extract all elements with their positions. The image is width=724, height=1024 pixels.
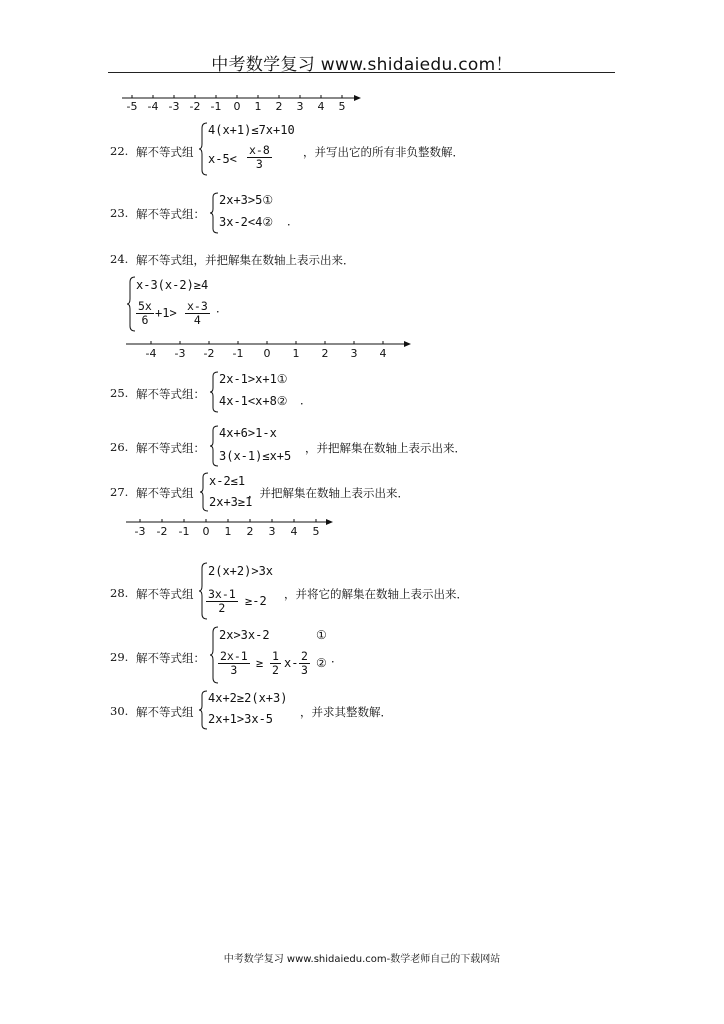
number-line-tick-label: 1 bbox=[224, 525, 232, 538]
number-line-tick-label: 2 bbox=[321, 347, 329, 360]
problem-25-end: ． bbox=[300, 393, 312, 407]
problem-28-label: 解不等式组 bbox=[136, 587, 194, 601]
number-line-tick-label: -4 bbox=[145, 347, 157, 360]
number-line-tick-label: -2 bbox=[156, 525, 168, 538]
problem-30-line-2: 2x+1>3x-5 bbox=[208, 712, 274, 726]
problem-27-instruction: ，并把解集在数轴上表示出来． bbox=[248, 486, 409, 500]
problem-29-mark-1: ① bbox=[316, 628, 327, 642]
problem-30-label: 解不等式组 bbox=[136, 705, 194, 719]
problem-26-label: 解不等式组： bbox=[136, 441, 205, 455]
problem-24-label: 解不等式组，并把解集在数轴上表示出来． bbox=[136, 253, 355, 267]
fraction-denominator: 3 bbox=[301, 663, 308, 677]
number-line-tick-label: 5 bbox=[338, 100, 346, 113]
problem-29-end: ． bbox=[331, 651, 343, 665]
problem-29-mark-2: ② bbox=[316, 656, 327, 670]
number-line-tick-label: -3 bbox=[174, 347, 186, 360]
problem-29-fraction-3 bbox=[299, 650, 310, 677]
number-line-tick-label: -1 bbox=[210, 100, 222, 113]
problem-27-label: 解不等式组 bbox=[136, 486, 194, 500]
number-line-tick-label: 5 bbox=[312, 525, 320, 538]
problem-25-number: 25. bbox=[110, 386, 129, 400]
problem-22-instruction: ，并写出它的所有非负整数解． bbox=[303, 145, 464, 159]
number-line-tick-label: 3 bbox=[268, 525, 276, 538]
number-line-tick-label: 2 bbox=[275, 100, 283, 113]
fraction-denominator: 2 bbox=[218, 601, 226, 615]
fraction-numerator: 2 bbox=[301, 649, 308, 663]
number-line-tick-label: 2 bbox=[246, 525, 254, 538]
problem-28-line-2-rhs: ≥-2 bbox=[245, 594, 267, 608]
number-line-tick-label: -2 bbox=[203, 347, 215, 360]
number-line-tick-label: 4 bbox=[379, 347, 387, 360]
problem-23-line-2: 3x-2<4② bbox=[219, 215, 274, 229]
fraction-numerator: 2x-1 bbox=[220, 649, 248, 663]
problem-28-number: 28. bbox=[110, 586, 129, 600]
problem-30-instruction: ，并求其整数解． bbox=[300, 705, 392, 719]
problem-22-number: 22. bbox=[110, 144, 129, 158]
fraction-numerator: 1 bbox=[272, 649, 279, 663]
problem-24-line-2-mid: +1> bbox=[155, 306, 177, 320]
number-line-tick-label: 0 bbox=[233, 100, 241, 113]
problem-23-label: 解不等式组： bbox=[136, 207, 205, 221]
number-line-tick-label: -4 bbox=[147, 100, 159, 113]
problem-26-instruction: ，并把解集在数轴上表示出来． bbox=[305, 441, 466, 455]
problem-26-number: 26. bbox=[110, 440, 129, 454]
number-line-27 bbox=[122, 516, 342, 540]
problem-23-line-1: 2x+3>5① bbox=[219, 193, 274, 207]
number-line-tick-label: 1 bbox=[292, 347, 300, 360]
problem-27-number: 27. bbox=[110, 485, 129, 499]
problem-24-end: ． bbox=[216, 301, 228, 315]
problem-29-line-1: 2x>3x-2 bbox=[219, 628, 270, 642]
number-line-tick-label: 4 bbox=[317, 100, 325, 113]
problem-29-label: 解不等式组： bbox=[136, 651, 205, 665]
problem-28-instruction: ，并将它的解集在数轴上表示出来． bbox=[284, 587, 468, 601]
number-line-tick-label: 0 bbox=[263, 347, 271, 360]
problem-25-label: 解不等式组： bbox=[136, 387, 205, 401]
number-line-tick-label: -3 bbox=[168, 100, 180, 113]
page-footer: 中考数学复习 www.shidaiedu.com-数学老师自己的下载网站 bbox=[223, 954, 501, 965]
number-line-tick-label: 0 bbox=[202, 525, 210, 538]
fraction-denominator: 3 bbox=[255, 157, 263, 171]
fraction-denominator: 2 bbox=[272, 663, 279, 677]
problem-29-geq: ≥ bbox=[256, 656, 264, 670]
problem-29-fraction-2 bbox=[270, 650, 281, 677]
number-line-tick-label: -3 bbox=[134, 525, 146, 538]
problem-29-x-minus: x- bbox=[284, 656, 299, 670]
problem-22-label: 解不等式组 bbox=[136, 145, 194, 159]
number-line-tick-label: 3 bbox=[350, 347, 358, 360]
problem-25-line-2: 4x-1<x+8② bbox=[219, 394, 288, 408]
problem-24-fraction-1 bbox=[136, 300, 154, 327]
page-header: 中考数学复习 www.shidaiedu.com！ bbox=[211, 55, 513, 75]
problem-22-fraction bbox=[247, 144, 272, 171]
problem-24-fraction-2 bbox=[185, 300, 210, 327]
problem-22-line-2-lhs: x-5< bbox=[208, 152, 237, 166]
problem-28-fraction bbox=[206, 588, 238, 615]
problem-25-line-1: 2x-1>x+1① bbox=[219, 372, 288, 386]
problem-29-number: 29. bbox=[110, 650, 129, 664]
problem-26-line-1: 4x+6>1-x bbox=[219, 426, 277, 440]
number-line-top bbox=[118, 93, 368, 115]
number-line-tick-label: -1 bbox=[178, 525, 190, 538]
problem-22-line-1: 4(x+1)≤7x+10 bbox=[208, 123, 295, 137]
fraction-denominator: 6 bbox=[141, 313, 149, 327]
fraction-numerator: 3x-1 bbox=[208, 587, 236, 601]
number-line-tick-label: 3 bbox=[296, 100, 304, 113]
problem-30-number: 30. bbox=[110, 704, 129, 718]
number-line-tick-label: -1 bbox=[232, 347, 244, 360]
problem-23-number: 23. bbox=[110, 206, 129, 220]
problem-27-line-1: x-2≤1 bbox=[209, 474, 246, 488]
number-line-tick-label: -2 bbox=[189, 100, 201, 113]
problem-24-number: 24. bbox=[110, 252, 129, 266]
fraction-denominator: 3 bbox=[230, 663, 238, 677]
fraction-numerator: x-3 bbox=[187, 299, 208, 313]
fraction-denominator: 4 bbox=[193, 313, 201, 327]
problem-24-line-1: x-3(x-2)≥4 bbox=[136, 278, 209, 292]
problem-26-line-2: 3(x-1)≤x+5 bbox=[219, 449, 292, 463]
fraction-numerator: 5x bbox=[138, 299, 152, 313]
problem-28-line-1: 2(x+2)>3x bbox=[208, 564, 274, 578]
number-line-tick-label: 1 bbox=[254, 100, 262, 113]
number-line-tick-label: -5 bbox=[126, 100, 138, 113]
header-rule bbox=[108, 72, 615, 73]
number-line-tick-label: 4 bbox=[290, 525, 298, 538]
fraction-numerator: x-8 bbox=[249, 143, 270, 157]
problem-23-end: ． bbox=[287, 214, 299, 228]
problem-29-fraction-1 bbox=[218, 650, 250, 677]
number-line-24 bbox=[122, 338, 422, 362]
problem-30-line-1: 4x+2≥2(x+3) bbox=[208, 691, 288, 705]
problem-27-line-2: 2x+3≥1 bbox=[209, 495, 253, 509]
